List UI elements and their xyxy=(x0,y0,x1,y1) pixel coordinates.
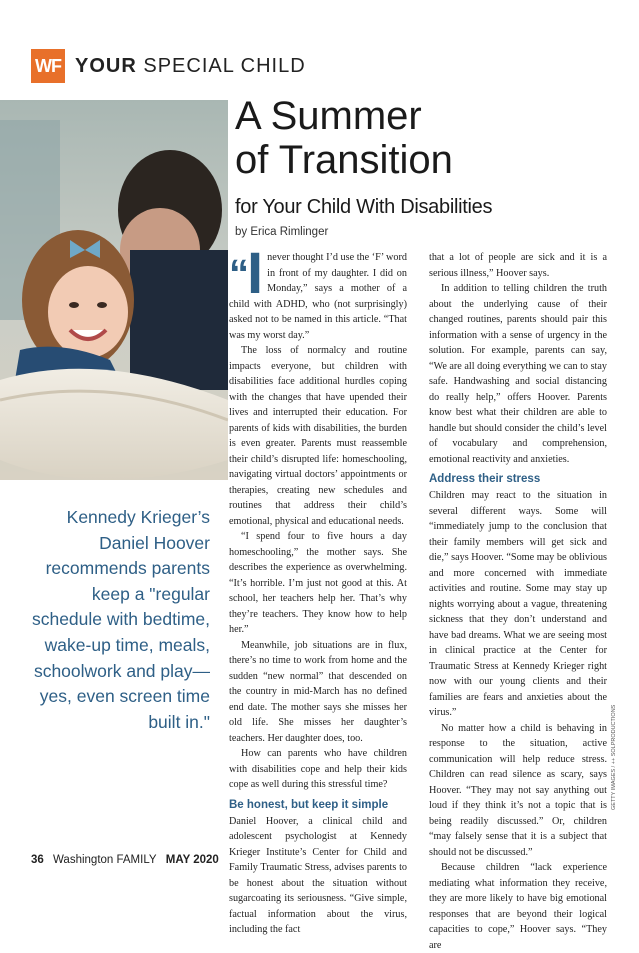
paragraph: Daniel Hoover, a clinical child and adolescent psychologist at Kennedy Krieger Institute’s Center for Child and Family Traumatic Stress, advises parents to be honest about the situation without sugarcoating its seriousness. “Give simple, factual information about the virus, including the fact xyxy=(229,815,407,935)
byline: by Erica Rimlinger xyxy=(235,226,329,238)
title-line-2: of Transition xyxy=(235,138,453,182)
paragraph: that a lot of people are sick and it is a serious illness,” Hoover says. xyxy=(429,252,607,279)
section-title-bold: YOUR xyxy=(75,54,137,77)
section-header xyxy=(31,48,306,84)
drop-cap-letter: I xyxy=(247,241,262,306)
page-number: 36 xyxy=(31,854,44,866)
paragraph: Because children “lack experience mediating what information they receive, they are more likely to have big emotional responses that are beyond their logical capacities to cope,” Hoover says. “They are xyxy=(429,862,607,951)
drop-cap-quote: “ xyxy=(229,252,247,296)
paragraph: How can parents who have children with disabilities cope and help their kids cope as well during this stressful time? xyxy=(229,748,407,790)
article-column-2 xyxy=(429,250,607,953)
drop-cap xyxy=(229,241,262,306)
paragraph: Meanwhile, job situations are in flux, there’s no time to work from home and the sudden “new normal” that descended on the country in mid-March has no defined end date. The mother says she misses her old life. She misses her daughter’s teachers. Her daughter does, too. xyxy=(229,639,407,744)
page-footer xyxy=(31,854,219,866)
photo-credit: GETTY IMAGES / ++ SOLPRODUCTIONS xyxy=(611,704,617,810)
article-title xyxy=(235,94,453,182)
title-line-1: A Summer xyxy=(235,94,422,138)
article-photo xyxy=(0,100,228,480)
paragraph-text: never thought I’d use the ‘F’ word in front of my daughter. I did on Monday,” says a mother of a child with ADHD, who (not surprisingly) asked not to be named in this article. “That was my worst day.” xyxy=(229,252,407,341)
issue-date: MAY 2020 xyxy=(165,854,219,866)
opening-paragraph xyxy=(229,241,407,343)
magazine-name: Washington FAMILY xyxy=(53,854,157,866)
subheading: Be honest, but keep it simple xyxy=(229,798,389,811)
article-subtitle: for Your Child With Disabilities xyxy=(235,196,493,218)
article-column-1 xyxy=(229,241,407,938)
paragraph: “I spend four to five hours a day homeschooling,” the mother says. She describes the experience as overwhelming. “It’s horrible. I’m just not good at this. At school, her teachers help her. That’s why they’re teachers. They know how to help her.” xyxy=(229,531,407,635)
pull-quote: Kennedy Krieger’s Daniel Hoover recommends parents keep a "regular schedule with bedtime, wake-up time, meals, schoolwork and play—yes, even screen time built in." xyxy=(31,507,210,732)
paragraph: The loss of normalcy and routine impacts everyone, but children with disabilities face additional hurdles coping with the changes that have upended their lives and interrupted their education. For parents of kids with disabilities, the burden is even greater. Parents must reassemble their child’s disrupted life: homeschooling, navigating virtual doctors’ appointments or therapies, creating new schedules and routines that address their child’s emotional, physical and educational needs. xyxy=(229,345,407,527)
section-title xyxy=(75,55,306,78)
paragraph: In addition to telling children the truth about the underlying cause of their changed routines, parents should pair this information with a sense of urgency in the solution. For example, parents can say, “We are all doing everything we can to stay safe. Handwashing and social distancing do really help,” offers Hoover. Parents know best what their children are able to handle but should consider the child’s level of vocabulary and comprehension, emotional reactivity and anxieties. xyxy=(429,283,607,465)
paragraph: Children may react to the situation in several different ways. Some will “immediately jump to the conclusion that their family members will get sick and die,” says Hoover. “Some may be oblivious and more concerned with immediate activities and routine. Some may stay up nights worrying about a vague, threatening sickness that they don’t understand and have bad dreams. What we are seeing most in clinical practice at the Center for Traumatic Stress at Kennedy Krieger right now with our young clients and their families are fears and anxieties about the virus.” xyxy=(429,490,607,718)
section-title-rest: SPECIAL CHILD xyxy=(143,54,306,77)
photo-illustration xyxy=(0,100,228,480)
subheading: Address their stress xyxy=(429,473,541,485)
wf-logo: WF xyxy=(31,49,65,83)
paragraph: No matter how a child is behaving in response to the situation, active communication will help reduce stress. Children can read silence as scary, says Hoover. “They may not say anything out loud if they think it’s not a topic that is being readily discussed.” Or, children “may falsely sense that it is a subject that should not be discussed.” xyxy=(429,722,607,858)
